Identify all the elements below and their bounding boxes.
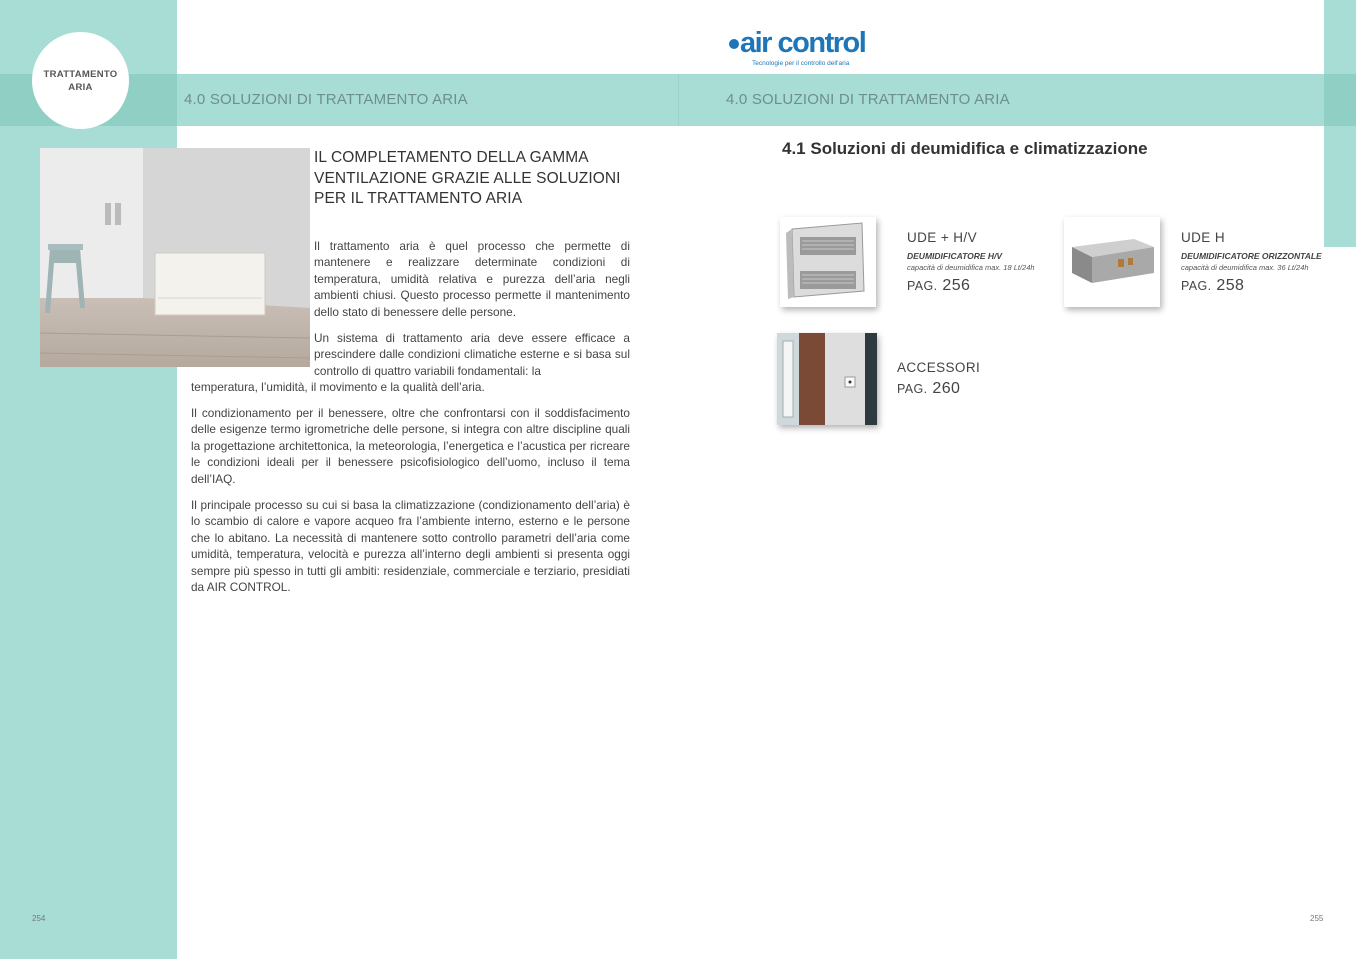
section-band-right-accent (1324, 74, 1356, 126)
page-number: 258 (1216, 277, 1245, 294)
page-number-right: 255 (1310, 914, 1324, 923)
body-paragraph-2-part-1: Un sistema di trattamento aria deve essere efficace a prescindere dalle condizioni climatiche esterne e si basa sul controllo di quattro variabili fondamentali: la (314, 331, 630, 378)
room-photo (40, 148, 310, 367)
vertical-dehumidifier-icon (780, 217, 876, 307)
heading-line: IL COMPLETAMENTO DELLA GAMMA (314, 149, 589, 166)
heading-line: PER IL TRATTAMENTO ARIA (314, 190, 523, 207)
product-thumbnail-accessori[interactable] (777, 333, 877, 425)
air-control-logo (726, 27, 866, 72)
product-type: DEUMIDIFICATORE ORIZZONTALE (1181, 251, 1322, 261)
page-label: PAG. (897, 382, 928, 396)
logo-dot-icon (729, 39, 739, 49)
subsection-title: 4.1 Soluzioni di deumidifica e climatizzazione (782, 139, 1148, 158)
body-paragraph-1: Il trattamento aria è quel processo che permette di mantenere e realizzare determinate condizioni di temperatura, umidità relativa e purezza dell’aria negli ambienti chiusi. Questo processo permette il mantenimento dello stato di benessere delle persone. (314, 239, 630, 319)
horizontal-dehumidifier-icon (1064, 217, 1160, 307)
section-title-right: 4.0 SOLUZIONI DI TRATTAMENTO ARIA (726, 91, 1010, 108)
body-paragraph-2-part-2: temperatura, l’umidità, il movimento e la qualità dell’aria. (191, 380, 485, 394)
product-capacity: capacità di deumidifica max. 18 Lt/24h (907, 263, 1035, 272)
logo-tagline: Tecnologie per il controllo dell'aria (752, 60, 850, 67)
badge-line-1: TRATTAMENTO (43, 68, 118, 80)
heading-line: VENTILAZIONE GRAZIE ALLE SOLUZIONI (314, 169, 621, 187)
page-number-left: 254 (32, 914, 46, 923)
product-page-link[interactable] (897, 380, 960, 398)
body-paragraph-4: Il principale processo su cui si basa la climatizzazione (condizionamento dell’aria) è lo scambio di calore e vapore acqueo fra l’ambiente interno, esterno e le persone che lo abitano. La necessità di mantenere sotto controllo parametri dell’aria come umidità, temperatura, velocità e purezza all’interno degli ambienti si presenta oggi sempre più spesso in tutti gli ambiti: residenziale, commerciale e terziario, presidiati da AIR CONTROL. (191, 498, 630, 595)
page-number: 256 (942, 277, 971, 294)
product-capacity: capacità di deumidifica max. 36 Lt/24h (1181, 263, 1309, 272)
product-page-link[interactable] (907, 277, 970, 295)
page-number: 260 (932, 380, 961, 397)
product-name: ACCESSORI (897, 360, 981, 375)
page-label: PAG. (907, 279, 938, 293)
product-name: UDE + H/V (907, 230, 977, 245)
accessories-icon (777, 333, 877, 425)
category-badge-label (41, 68, 121, 94)
category-badge (32, 32, 129, 129)
section-title-left: 4.0 SOLUZIONI DI TRATTAMENTO ARIA (184, 91, 468, 108)
room-photo-illustration (40, 148, 310, 367)
page-spine-divider (678, 74, 679, 126)
logo-wordmark: air control (740, 27, 866, 59)
product-thumbnail-ude-hv[interactable] (780, 217, 876, 307)
left-color-strip (0, 0, 177, 959)
product-thumbnail-ude-h[interactable] (1064, 217, 1160, 307)
page-label: PAG. (1181, 279, 1212, 293)
product-name: UDE H (1181, 230, 1226, 245)
badge-line-2: ARIA (68, 81, 93, 93)
body-paragraph-3: Il condizionamento per il benessere, oltre che confrontarsi con il soddisfacimento delle esigenze termo igrometriche delle persone, si integra con altre discipline quali la progettazione architettonica, la meteorologia, l’energetica e l’acustica per ricreare le condizioni ideali per il benessere psicofisiologico dell’uomo, incluso il tema dell’IAQ. (191, 406, 630, 486)
product-page-link[interactable] (1181, 277, 1244, 295)
article-heading (314, 148, 644, 210)
product-type: DEUMIDIFICATORE H/V (907, 251, 1003, 261)
